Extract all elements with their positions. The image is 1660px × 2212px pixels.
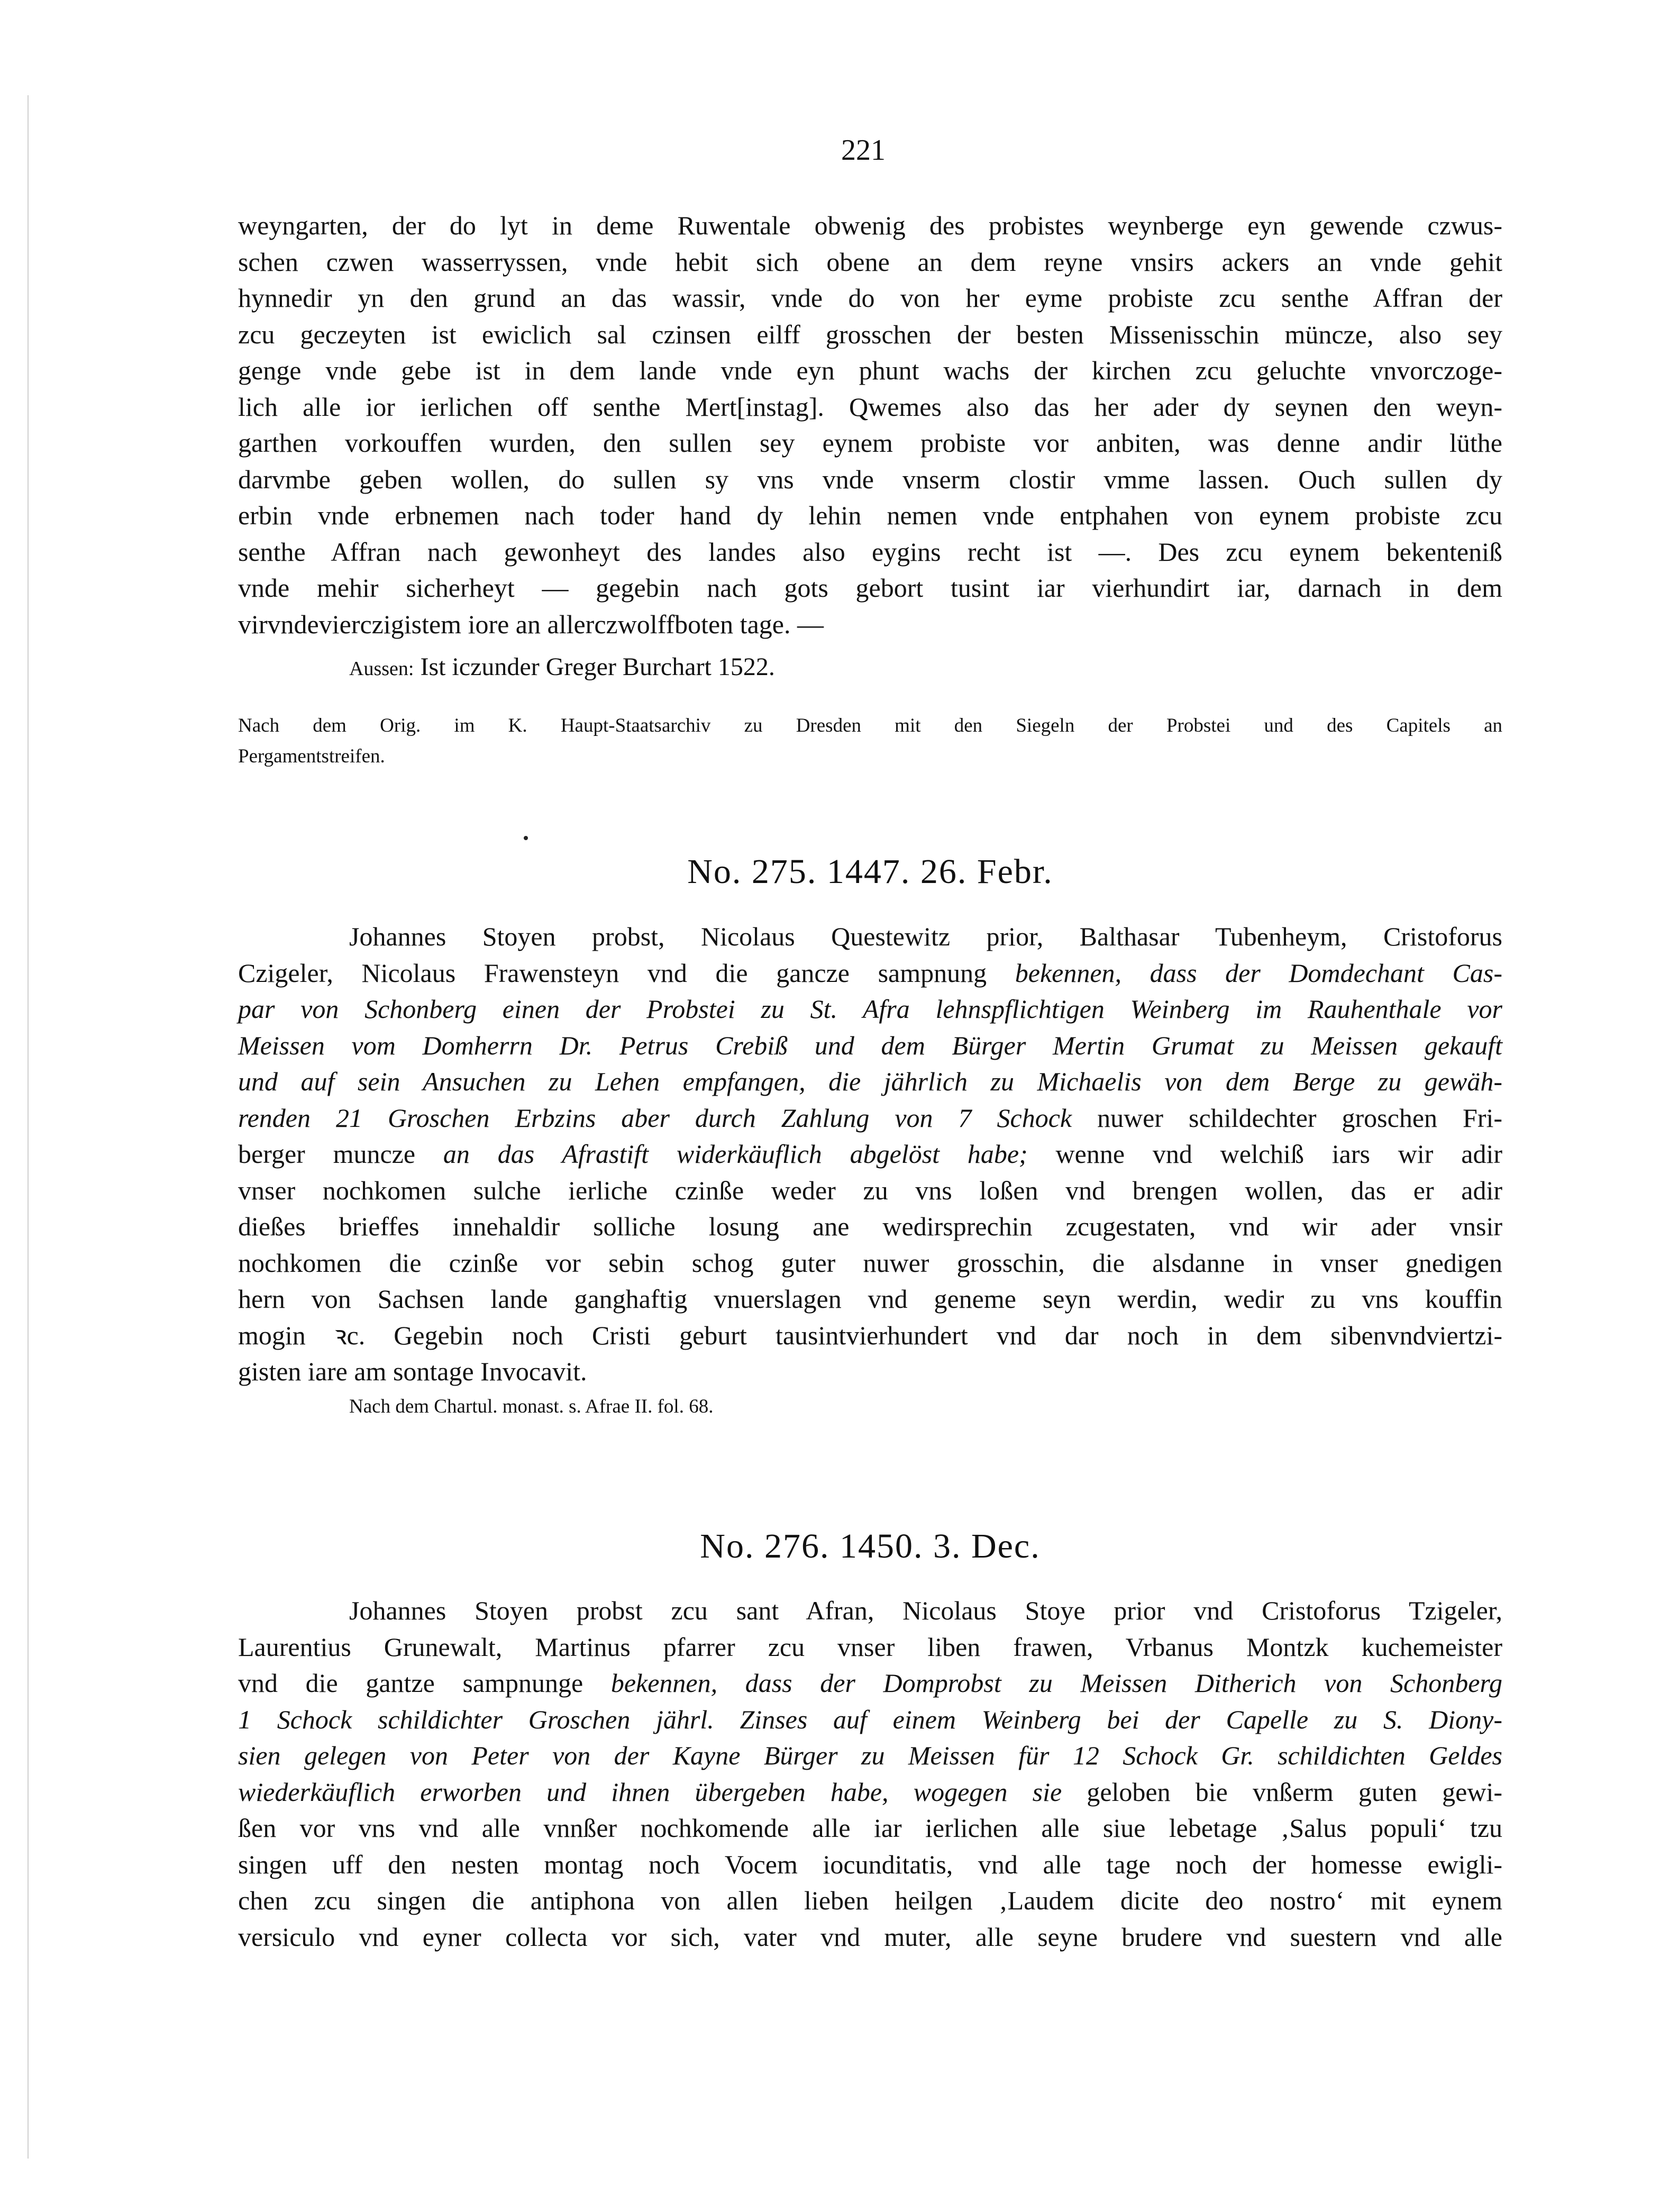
charter-text: gisten iare am sontage Invocavit. [238,1357,587,1386]
text-line: hynnedir yn den grund an das wassir, vnde do von her eyme probiste zcu senthe Affran der [238,283,1502,313]
text-line [238,1208,1502,1245]
charter-text: singen uff den nesten montag noch Vocem iocunditatis, vnd alle tage noch der homesse ewigli- [238,1849,1502,1879]
charter-text: geloben bie vnßerm guten gewi- [1062,1777,1503,1807]
charter-text: wenne vnd welchiß iars wir adir [1027,1139,1502,1169]
text-line: darvmbe geben wollen, do sullen sy vns vnde vnserm clostir vmme lassen. Ouch sullen dy [238,464,1502,494]
text-line [238,918,1502,955]
charter-text: Czigeler, Nicolaus Frawensteyn vnd die gancze sampnung [238,958,1015,988]
charter-text: vnd die gantze sampnunge [238,1668,611,1698]
source-note-275 [349,1391,1502,1422]
charter-text: nuwer schildechter groschen Fri- [1072,1103,1503,1133]
text-line: vnde mehir sicherheyt — gegebin nach gots gebort tusint iar vierhundirt iar, darnach in dem [238,573,1502,603]
text-line: weyngarten, der do lyt in deme Ruwentale obwenig des probistes weynberge eyn gewende czwus- [238,211,1502,240]
text-line: garthen vorkouffen wurden, den sullen sey eynem probiste vor anbiten, was denne andir lüthe [238,428,1502,458]
text-line [238,1701,1502,1738]
charter-text: berger muncze [238,1139,443,1169]
italic-summary-text: 1 Schock schildichter Groschen jährl. Zinses auf einem Weinberg bei der Capelle zu S. Diony- [238,1704,1502,1734]
text-line [238,1629,1502,1665]
italic-summary-text: par von Schonberg einen der Probstei zu St. Afra lehnspflichtigen Weinberg im Rauhenthale vor [238,994,1502,1024]
text-line: schen czwen wasserryssen, vnde hebit sich obene an dem reyne vnsirs ackers an vnde gehit [238,247,1502,277]
text-line: senthe Affran nach gewonheyt des landes also eygins recht ist —. Des zcu eynem bekenteniß [238,536,1502,567]
text-line [238,991,1502,1027]
text-line [238,1172,1502,1209]
text-line [238,1281,1502,1317]
italic-summary-text: bekennen, dass der Domprobst zu Meissen Ditherich von Schonberg [610,1668,1502,1698]
charter-text: mogin ꝛc. Gegebin noch Cristi geburt tausintvierhundert vnd dar noch in dem sibenvndviertzi- [238,1320,1502,1350]
text-line [238,1063,1502,1100]
scan-margin-shadow [28,95,29,2159]
source-note-275-text: Nach dem Chartul. monast. s. Afrae II. fol. 68. [349,1396,714,1417]
charter-text-continued [238,207,1502,642]
italic-summary-text: sien gelegen von Peter von der Kayne Bürger zu Meissen für 12 Schock Gr. schildichten Geldes [238,1741,1502,1770]
charter-heading-276: No. 276. 1450. 3. Dec. [700,1527,1041,1565]
ink-speck [524,836,528,840]
text-line [238,1592,1502,1629]
text-line [238,1136,1502,1172]
text-line [238,1810,1502,1846]
page-number: 221 [841,134,886,167]
italic-summary-text: Meissen vom Domherrn Dr. Petrus Crebiß und dem Bürger Mertin Grumat zu Meissen gekauft [238,1030,1502,1060]
charter-text: nochkomen die czinße vor sebin schog guter nuwer grosschin, die alsdanne in vnser gnedigen [238,1248,1502,1278]
text-line [238,1027,1502,1064]
text-line [238,955,1502,991]
italic-summary-text: wiederkäuflich erworben und ihnen übergeben habe, wogegen sie [238,1777,1062,1807]
charter-text: hern von Sachsen lande ganghaftig vnuerslagen vnd geneme seyn werdin, wedir zu vns kouffin [238,1284,1502,1314]
charter-heading-275: No. 275. 1447. 26. Febr. [687,852,1053,891]
text-line [238,1919,1502,1955]
text-line [238,1317,1502,1354]
source-note-line: Nach dem Orig. im K. Haupt-Staatsarchiv zu Dresden mit den Siegeln der Probstei und des Capitels an [238,715,1502,736]
text-line [238,1665,1502,1701]
text-line [238,1245,1502,1281]
charter-text: chen zcu singen die antiphona von allen lieben heilgen ‚Laudem dicite deo nostro‘ mit eynem [238,1886,1502,1915]
text-line: virvndevierczigistem iore an allerczwolffboten tage. — [238,609,824,639]
source-note-line: Pergamentstreifen. [238,745,385,767]
text-line [238,1353,1502,1390]
charter-text-275 [238,918,1502,1390]
italic-summary-text: renden 21 Groschen Erbzins aber durch Zahlung von 7 Schock [238,1103,1072,1133]
text-line [238,1737,1502,1774]
text-line [238,1774,1502,1810]
charter-text: Johannes Stoyen probst, Nicolaus Questewitz prior, Balthasar Tubenheym, Cristoforus [349,922,1502,951]
charter-text: Laurentius Grunewalt, Martinus pfarrer zcu vnser liben frawen, Vrbanus Montzk kuchemeister [238,1632,1502,1662]
charter-text: Johannes Stoyen probst zcu sant Afran, Nicolaus Stoye prior vnd Cristoforus Tzigeler, [349,1596,1502,1625]
italic-summary-text: und auf sein Ansuchen zu Lehen empfangen, die jährlich zu Michaelis von dem Berge zu gewäh- [238,1067,1502,1096]
italic-summary-text: an das Afrastift widerkäuflich abgelöst habe; [443,1139,1028,1169]
charter-text: ßen vor vns vnd alle vnnßer nochkomende alle iar ierlichen alle siue lebetage ‚Salus populi‘ tzu [238,1813,1502,1843]
text-line: genge vnde gebe ist in dem lande vnde eyn phunt wachs der kirchen zcu geluchte vnvorczoge- [238,356,1502,385]
text-line [238,1882,1502,1919]
text-line: zcu geczeyten ist ewiclich sal czinsen eilff grosschen der besten Missenisschin müncze, also sey [238,319,1502,349]
text-line: lich alle ior ierlichen off senthe Mert[instag]. Qwemes also das her ader dy seynen den weyn- [238,392,1502,422]
endorsement-line [349,652,775,681]
endorsement-text: Ist iczunder Greger Burchart 1522. [420,653,775,681]
charter-text: vnser nochkomen sulche ierliche czinße weder zu vns loßen vnd brengen wollen, das er adir [238,1175,1502,1205]
source-note-273 [238,711,1502,772]
charter-text: versiculo vnd eyner collecta vor sich, vater vnd muter, alle seyne brudere vnd suestern vnd alle [238,1922,1502,1952]
text-line: erbin vnde erbnemen nach toder hand dy lehin nemen vnde entphahen von eynem probiste zcu [238,500,1502,530]
italic-summary-text: bekennen, dass der Domdechant Cas- [1015,958,1502,988]
charter-text: dießes brieffes innehaldir solliche losung ane wedirsprechin zcugestaten, vnd wir ader vnsir [238,1212,1502,1241]
endorsement-label: Aussen: [349,658,414,680]
charter-text-276 [238,1592,1502,1955]
text-line [238,1846,1502,1883]
text-line [238,1100,1502,1136]
